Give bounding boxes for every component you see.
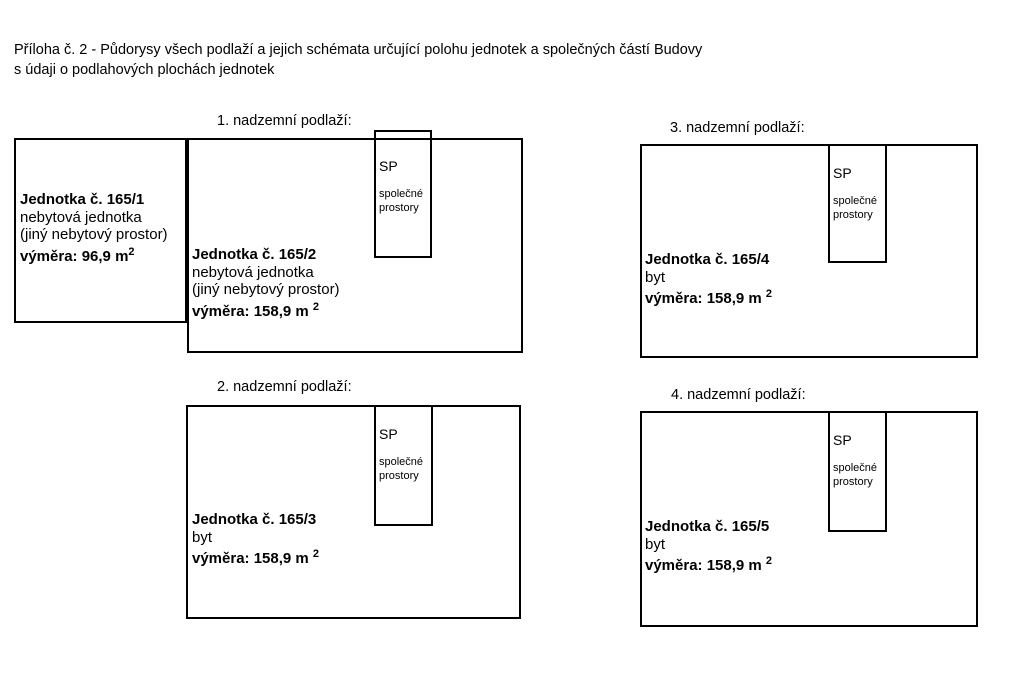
common-spaces-desc-line1: společné <box>833 195 878 207</box>
common-spaces-abbr: SP <box>379 158 398 174</box>
unit-165-5-area-sup: 2 <box>765 555 773 567</box>
floor-2-label: 2. nadzemní podlaží: <box>217 379 352 395</box>
unit-165-5-type: byt <box>645 535 666 553</box>
unit-165-2-area-sup: 2 <box>312 300 320 313</box>
unit-165-4-area <box>645 286 772 308</box>
common-spaces-desc-line2: prostory <box>833 208 873 221</box>
unit-165-1-type: nebytová jednotka <box>20 208 142 226</box>
floor-2-common-spaces-box <box>374 405 433 526</box>
unit-165-1-name: Jednotka č. 165/1 <box>20 191 145 208</box>
common-spaces-description <box>379 456 431 483</box>
unit-165-1-area-text: výměra: 96,9 m <box>20 247 129 265</box>
unit-165-4-info <box>645 251 772 308</box>
common-spaces-desc-line2: prostory <box>379 469 419 482</box>
unit-165-2-name: Jednotka č. 165/2 <box>192 246 317 263</box>
unit-165-4-type: byt <box>645 268 666 286</box>
document-title <box>14 41 702 80</box>
document-title-line1: Příloha č. 2 - Půdorysy všech podlaží a jejich schémata určující polohu jednotek a společných částí Budovy <box>14 42 703 58</box>
common-spaces-description <box>833 462 885 489</box>
unit-165-5-area <box>645 553 772 575</box>
common-spaces-desc-line2: prostory <box>379 201 419 214</box>
unit-165-3-area-sup: 2 <box>312 548 320 560</box>
floor-1-label: 1. nadzemní podlaží: <box>217 113 352 129</box>
unit-165-4-area-sup: 2 <box>765 288 773 300</box>
unit-165-3-area-text: výměra: 158,9 m <box>192 550 313 567</box>
floor-4-common-spaces-box <box>828 411 887 532</box>
common-spaces-desc-line1: společné <box>379 456 424 468</box>
common-spaces-abbr: SP <box>833 432 852 448</box>
unit-165-5-name: Jednotka č. 165/5 <box>645 518 770 535</box>
unit-165-2-area-text: výměra: 158,9 m <box>192 302 313 320</box>
common-spaces-desc-line2: prostory <box>833 475 873 488</box>
unit-165-3-name: Jednotka č. 165/3 <box>192 511 317 528</box>
unit-165-2-subtype: (jiný nebytový prostor) <box>192 281 340 298</box>
floor-1-common-spaces-box <box>374 130 432 258</box>
unit-165-1-info <box>20 191 168 265</box>
common-spaces-description <box>833 195 885 222</box>
document-title-line2: s údaji o podlahových plochách jednotek <box>14 61 275 78</box>
unit-165-1-area <box>20 244 168 266</box>
unit-165-2-area <box>192 299 340 321</box>
unit-165-4-area-text: výměra: 158,9 m <box>645 290 766 307</box>
unit-165-5-area-text: výměra: 158,9 m <box>645 557 766 574</box>
unit-165-5-info <box>645 518 772 575</box>
common-spaces-desc-line1: společné <box>379 188 424 200</box>
common-spaces-desc-line1: společné <box>833 462 878 474</box>
unit-165-2-info <box>192 246 340 320</box>
unit-165-3-area <box>192 546 319 568</box>
common-spaces-description <box>379 188 430 215</box>
common-spaces-abbr: SP <box>833 165 852 181</box>
unit-165-2-type: nebytová jednotka <box>192 263 314 281</box>
common-spaces-abbr: SP <box>379 426 398 442</box>
floor-3-label: 3. nadzemní podlaží: <box>670 120 805 136</box>
unit-165-3-info <box>192 511 319 568</box>
unit-165-1-subtype: (jiný nebytový prostor) <box>20 226 168 243</box>
unit-165-3-type: byt <box>192 528 213 546</box>
unit-165-4-name: Jednotka č. 165/4 <box>645 251 770 268</box>
unit-165-1-area-sup: 2 <box>128 245 135 258</box>
floor-4-label: 4. nadzemní podlaží: <box>671 387 806 403</box>
floor-3-common-spaces-box <box>828 144 887 263</box>
